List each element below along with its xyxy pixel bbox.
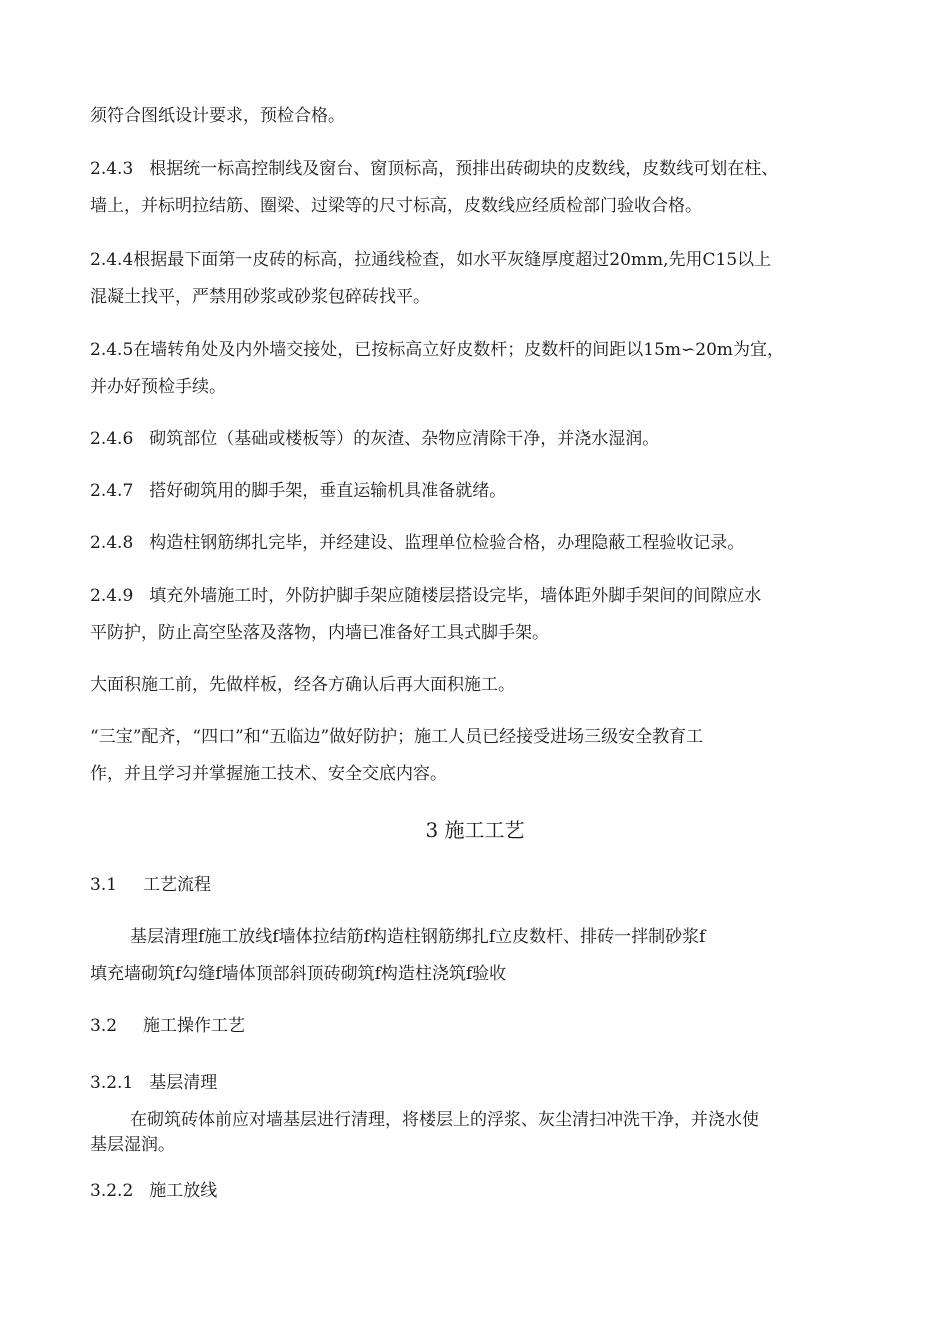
clause-2-4-9 [90, 588, 870, 605]
clause-2-4-3 [90, 161, 870, 178]
subsection-3-2-2 [90, 1183, 870, 1200]
text-line [90, 729, 870, 746]
clause-2-4-5 [90, 342, 870, 359]
text-line [130, 1112, 910, 1129]
line-text: 大面积施工前，先做样板，经各方确认后再大面积施工。 [90, 675, 515, 695]
clause-text: 砌筑部位（基础或楼板等）的灰渣、杂物应清除干净，并浇水湿润。 [149, 429, 660, 449]
line-text: 混凝土找平，严禁用砂浆或砂浆包碎砖找平。 [90, 287, 430, 307]
clause-text: 基层清理 [149, 1073, 218, 1093]
clause-2-4-4 [90, 252, 870, 269]
subsection-3-2 [90, 1018, 870, 1035]
clause-text: 施工操作工艺 [143, 1016, 246, 1036]
process-flow-line [130, 929, 910, 946]
line-text: 平防护，防止高空坠落及落物，内墙已准备好工具式脚手架。 [90, 623, 549, 643]
clause-number: 2.4.3 [90, 159, 134, 179]
clause-2-4-8 [90, 535, 870, 552]
clause-number: 3.2.1 [90, 1073, 134, 1093]
clause-2-4-7 [90, 483, 870, 500]
clause-number: 2.4.7 [90, 481, 134, 501]
clause-number: 3.2.2 [90, 1181, 134, 1201]
line-text: 基层湿润。 [90, 1135, 175, 1155]
line-text: 作，并且学习并掌握施工技术、安全交底内容。 [90, 764, 447, 784]
line-text: “三宝”配齐，“四口”和“五临边”做好防护；施工人员已经接受进场三级安全教育工 [90, 727, 704, 747]
clause-text: 搭好砌筑用的脚手架，垂直运输机具准备就绪。 [149, 481, 507, 501]
line-text: 基层清理f施工放线f墙体拉结筋f构造柱钢筋绑扎f立皮数杆、排砖一拌制砂浆f [130, 927, 706, 947]
text-line [90, 289, 870, 306]
clause-number: 3.2 [90, 1016, 118, 1036]
text-line [90, 198, 870, 215]
process-flow-line [90, 966, 870, 983]
text-line [90, 677, 870, 694]
clause-text: 填充外墙施工时，外防护脚手架应随楼层搭设完毕，墙体距外脚手架间的间隙应水 [149, 586, 762, 606]
text-line [90, 108, 870, 125]
clause-number: 3.1 [90, 875, 118, 895]
clause-text: 工艺流程 [143, 875, 212, 895]
line-text: 2.4.5在墙转角处及内外墙交接处，已按标高立好皮数杆；皮数杆的间距以15m∽20m为宜， [90, 340, 785, 360]
text-line [90, 625, 870, 642]
line-text: 须符合图纸设计要求，预检合格。 [90, 106, 345, 126]
subsection-3-2-1 [90, 1075, 870, 1092]
clause-text: 施工放线 [149, 1181, 218, 1201]
text-line [90, 766, 870, 783]
clause-text: 构造柱钢筋绑扎完毕，并经建设、监理单位检验合格，办理隐蔽工程验收记录。 [149, 533, 745, 553]
line-text: 2.4.4根据最下面第一皮砖的标高，拉通线检查，如水平灰缝厚度超过20mm,先用C15以上 [90, 250, 772, 270]
text-line [90, 1137, 870, 1154]
subsection-3-1 [90, 877, 870, 894]
line-text: 墙上，并标明拉结筋、圈梁、过梁等的尺寸标高，皮数线应经质检部门验收合格。 [90, 196, 702, 216]
line-text: 在砌筑砖体前应对墙基层进行清理，将楼层上的浮浆、灰尘清扫冲洗干净，并浇水使 [130, 1110, 759, 1130]
clause-number: 2.4.9 [90, 586, 134, 606]
section-heading: 3 施工工艺 [425, 818, 525, 842]
clause-number: 2.4.6 [90, 429, 134, 449]
clause-text: 根据统一标高控制线及窗台、窗顶标高，预排出砖砌块的皮数线，皮数线可划在柱、 [149, 159, 779, 179]
clause-number: 2.4.8 [90, 533, 134, 553]
text-line [90, 379, 870, 396]
line-text: 填充墙砌筑f勾缝f墙体顶部斜顶砖砌筑f构造柱浇筑f验收 [90, 964, 507, 984]
line-text: 并办好预检手续。 [90, 377, 226, 397]
clause-2-4-6 [90, 431, 870, 448]
